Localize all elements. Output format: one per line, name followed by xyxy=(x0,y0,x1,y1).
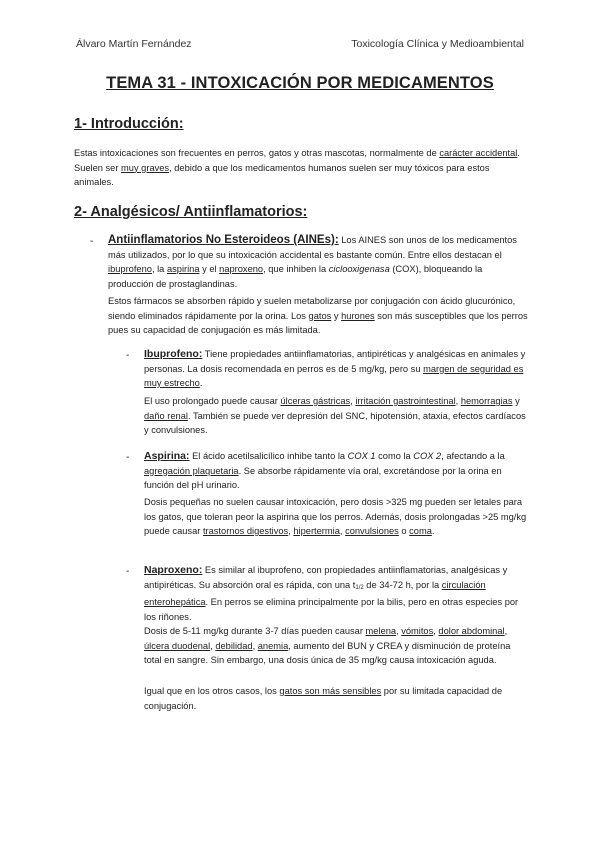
page-title: TEMA 31 - INTOXICACIÓN POR MEDICAMENTOS xyxy=(106,74,494,92)
aines-lead: Antiinflamatorios No Esteroideos (AINEs): xyxy=(108,234,339,246)
bullet-dash: - xyxy=(126,350,130,361)
aspirina-lead: Aspirina: xyxy=(144,450,190,462)
aspirina-dose-paragraph: Dosis pequeñas no suelen causar intoxicación, pero dosis >325 mg pueden ser letales para los gatos, que toleran peor la aspirina que los perros. Además, dosis prolongadas >25 mg/kg puede causar trastornos digestivos, hipertermia, convulsiones o coma. xyxy=(144,497,527,536)
section-heading-analgesicos: 2- Analgésicos/ Antiinflamatorios: xyxy=(74,204,308,220)
bullet-dash: - xyxy=(126,566,130,577)
header-author: Álvaro Martín Fernández xyxy=(76,38,192,50)
naproxeno-dose-paragraph: Dosis de 5-11 mg/kg durante 3-7 días pueden causar melena, vómitos, dolor abdominal, úlcera duodenal, debilidad, anemia, aumento del BUN y CREA y disminución de proteína total en sangre. Sin embargo, una dosis única de 35 mg/kg causa intoxicación aguda. xyxy=(144,626,511,665)
ibuprofeno-paragraph: Ibuprofeno: Tiene propiedades antiinflamatorias, antipiréticas y analgésicas en animales y personas. La dosis recomendada en perros es de 5 mg/kg, pero su margen de seguridad es muy estrecho. xyxy=(144,348,526,388)
ibuprofeno-lead: Ibuprofeno: xyxy=(144,348,203,360)
aines-metabolism-paragraph: Estos fármacos se absorben rápido y suelen metabolizarse por conjugación con ácido glucurónico, siendo eliminados rápidamente por la orina. Los gatos y hurones son más susceptibles que los perros pues su capacidad de conjugación es más limitada. xyxy=(108,296,528,335)
section-heading-introduccion: 1- Introducción: xyxy=(74,116,184,132)
naproxeno-lead: Naproxeno: xyxy=(144,564,203,576)
header-course: Toxicología Clínica y Medioambiental xyxy=(351,38,524,50)
ibuprofeno-effects-paragraph: El uso prolongado puede causar úlceras gástricas, irritación gastrointestinal, hemorragias y daño renal. También se puede ver depresión del SNC, hipotensión, ataxia, efectos cardíacos y convulsiones. xyxy=(144,396,526,435)
aines-paragraph: Antiinflamatorios No Esteroideos (AINEs): Los AINES son unos de los medicamentos más utilizados, por lo que su intoxicación accidental es bastante común. Entre ellos destacan el ibuprofeno, la aspirina y el naproxeno, que inhiben la ciclooxigenasa (COX), bloqueando la producción de prostaglandinas. xyxy=(108,234,517,289)
naproxeno-paragraph: Naproxeno: Es similar al ibuprofeno, con propiedades antiinflamatorias, analgésicas y antipiréticas. Su absorción oral es rápida, con una $t_{1/2}$ de 34-72 h, por la circulación enterohepática. En perros se elimina principalmente por la bilis, pero en otras especies por los riñones. xyxy=(144,564,519,622)
intro-paragraph: Estas intoxicaciones son frecuentes en perros, gatos y otras mascotas, normalmente de carácter accidental. Suelen ser muy graves, debido a que los medicamentos humanos suelen ser muy tóxicos para estos animales. xyxy=(74,148,520,187)
naproxeno-cats-paragraph: Igual que en los otros casos, los gatos son más sensibles por su limitada capacidad de conjugación. xyxy=(144,686,503,711)
bullet-dash: - xyxy=(126,452,130,463)
aspirina-paragraph: Aspirina: El ácido acetilsalicílico inhibe tanto la COX 1 como la COX 2, afectando a la agregación plaquetaria. Se absorbe rápidamente vía oral, excretándose por la orina en función del pH urinario. xyxy=(144,450,505,490)
bullet-dash: - xyxy=(90,236,94,247)
